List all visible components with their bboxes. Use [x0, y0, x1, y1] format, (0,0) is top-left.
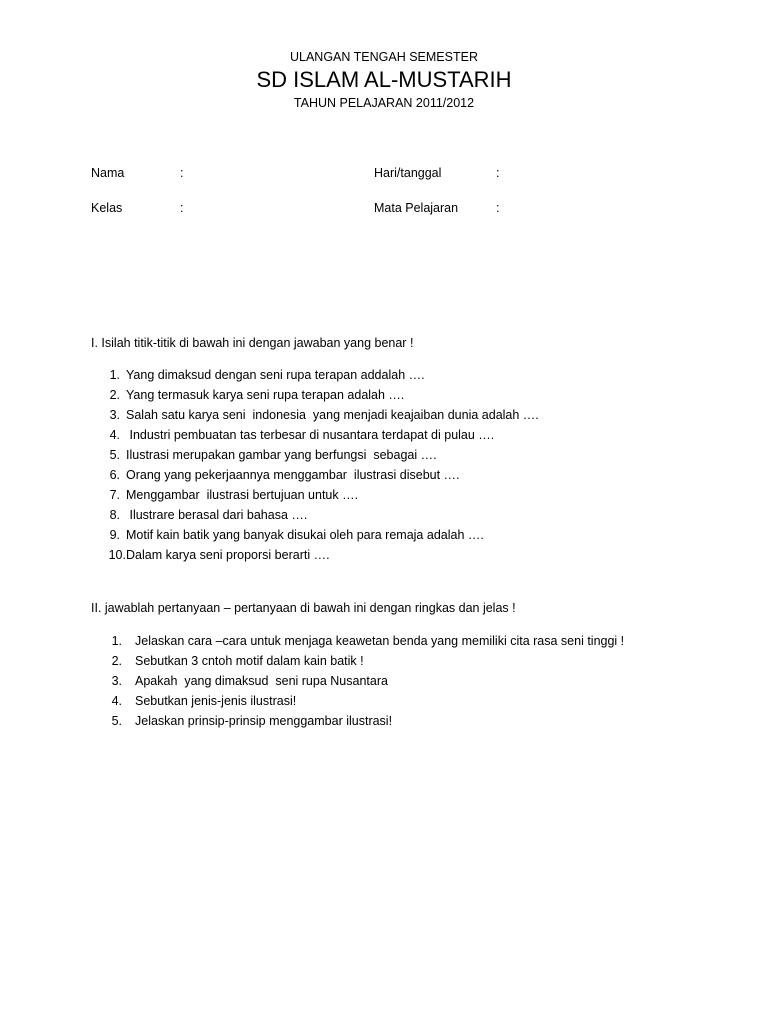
- kelas-label: Kelas: [91, 201, 123, 215]
- question-text: Salah satu karya seni indonesia yang menjadi keajaiban dunia adalah ….: [126, 408, 539, 422]
- question-text: Apakah yang dimaksud seni rupa Nusantara: [135, 674, 388, 688]
- question-text: Ilustrasi merupakan gambar yang berfungsi sebagai ….: [126, 448, 437, 462]
- question-number: 2.: [109, 388, 120, 402]
- question-number: 7.: [109, 488, 120, 502]
- nama-label: Nama: [91, 166, 125, 180]
- list-item: [98, 367, 658, 383]
- list-item: [100, 713, 660, 729]
- mata-pelajaran-label: Mata Pelajaran: [374, 201, 459, 215]
- question-text: Orang yang pekerjaannya menggambar ilustrasi disebut ….: [126, 468, 460, 482]
- question-number: 4.: [111, 694, 122, 708]
- question-text: Motif kain batik yang banyak disukai oleh para remaja adalah ….: [126, 528, 484, 542]
- list-item: [100, 693, 660, 709]
- list-item: [98, 487, 658, 503]
- kelas-colon: :: [180, 201, 184, 215]
- list-item: [98, 527, 658, 543]
- list-item: [98, 407, 658, 423]
- question-number: 3.: [109, 408, 120, 422]
- question-number: 9.: [109, 528, 120, 542]
- section-1-title: I. Isilah titik-titik di bawah ini dengan jawaban yang benar !: [91, 336, 414, 350]
- list-item: [98, 447, 658, 463]
- question-number: 5.: [109, 448, 120, 462]
- nama-colon: :: [180, 166, 184, 180]
- question-text: Jelaskan prinsip-prinsip menggambar ilustrasi!: [135, 714, 393, 728]
- question-number: 1.: [109, 368, 120, 382]
- list-item: [98, 427, 658, 443]
- question-text: Yang dimaksud dengan seni rupa terapan addalah ….: [126, 368, 425, 382]
- question-number: 1.: [111, 634, 122, 648]
- section-2-title: II. jawablah pertanyaan – pertanyaan di bawah ini dengan ringkas dan jelas !: [91, 601, 516, 615]
- list-item: [100, 653, 660, 669]
- question-text: Yang termasuk karya seni rupa terapan adalah ….: [126, 388, 405, 402]
- question-text: Sebutkan 3 cntoh motif dalam kain batik !: [135, 654, 364, 668]
- question-number: 5.: [111, 714, 122, 728]
- question-number: 10.: [108, 548, 126, 562]
- question-text: Ilustrare berasal dari bahasa ….: [126, 508, 308, 522]
- exam-title: ULANGAN TENGAH SEMESTER: [289, 50, 478, 64]
- question-text: Dalam karya seni proporsi berarti ….: [126, 548, 330, 562]
- question-text: Industri pembuatan tas terbesar di nusantara terdapat di pulau ….: [126, 428, 495, 442]
- question-number: 8.: [109, 508, 120, 522]
- list-item: [100, 673, 660, 689]
- hari-tanggal-colon: :: [496, 166, 500, 180]
- list-item: [100, 633, 660, 649]
- hari-tanggal-label: Hari/tanggal: [374, 166, 442, 180]
- question-number: 3.: [111, 674, 122, 688]
- question-text: Sebutkan jenis-jenis ilustrasi!: [135, 694, 297, 708]
- list-item: [98, 387, 658, 403]
- mata-pelajaran-colon: :: [496, 201, 500, 215]
- question-number: 4.: [109, 428, 120, 442]
- question-text: Menggambar ilustrasi bertujuan untuk ….: [126, 488, 359, 502]
- school-name: SD ISLAM AL-MUSTARIH: [256, 67, 512, 92]
- list-item: [98, 547, 658, 563]
- question-number: 2.: [111, 654, 122, 668]
- list-item: [98, 467, 658, 483]
- question-text: Jelaskan cara –cara untuk menjaga keawetan benda yang memiliki cita rasa seni tinggi !: [135, 634, 625, 648]
- question-number: 6.: [109, 468, 120, 482]
- academic-year: TAHUN PELAJARAN 2011/2012: [293, 96, 475, 110]
- list-item: [98, 507, 658, 523]
